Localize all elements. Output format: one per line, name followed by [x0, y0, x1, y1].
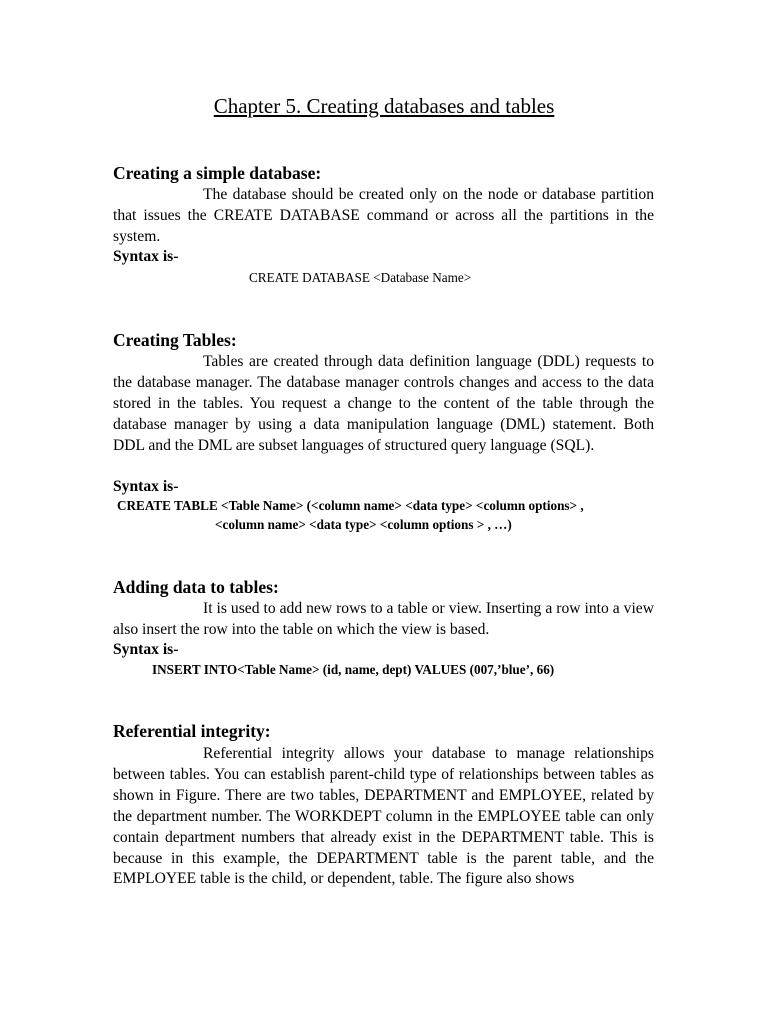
section-heading-adding-data: Adding data to tables: — [113, 577, 279, 597]
code-line-create-table-2: <column name> <data type> <column options > , …) — [215, 517, 512, 532]
syntax-label-adding-data: Syntax is- — [113, 641, 179, 658]
code-line-insert-into: INSERT INTO<Table Name> (id, name, dept) VALUES (007,’blue’, 66) — [152, 662, 555, 677]
section-paragraph-adding-data: It is used to add new rows to a table or view. Inserting a row into a view also insert the row into the table on which the view is based. — [113, 600, 654, 638]
section-paragraph-referential-integrity: Referential integrity allows your database to manage relationships between tables. You can establish parent-child type of relationships between tables as shown in Figure. There are two tables, DEPARTMENT and EMPLOYEE, related by the department number. The WORKDEPT column in the EMPLOYEE table can only contain department numbers that already exist in the DEPARTMENT table. This is because in this example, the DEPARTMENT table is the parent table, and the EMPLOYEE table is the child, or dependent, table. The figure also shows — [113, 745, 654, 888]
chapter-title: Chapter 5. Creating databases and tables — [213, 94, 555, 118]
section-heading-creating-tables: Creating Tables: — [113, 330, 237, 350]
code-line-create-table-1: CREATE TABLE <Table Name> (<column name> <data type> <column options> , — [117, 498, 584, 513]
section-paragraph-creating-tables: Tables are created through data definition language (DDL) requests to the database manager. The database manager controls changes and access to the data stored in the tables. You request a change to the content of the table through the database manager by using a data manipulation language (DML) statement. Both DDL and the DML are subset languages of structured query language (SQL). — [113, 353, 654, 454]
syntax-label-simple-database: Syntax is- — [113, 248, 179, 265]
section-heading-referential-integrity: Referential integrity: — [113, 721, 271, 741]
syntax-label-creating-tables: Syntax is- — [113, 478, 179, 495]
section-paragraph-simple-database: The database should be created only on the node or database partition that issues the CREATE DATABASE command or across all the partitions in the system. — [113, 186, 654, 245]
section-heading-simple-database: Creating a simple database: — [113, 163, 322, 183]
code-line-create-database: CREATE DATABASE <Database Name> — [249, 270, 472, 285]
